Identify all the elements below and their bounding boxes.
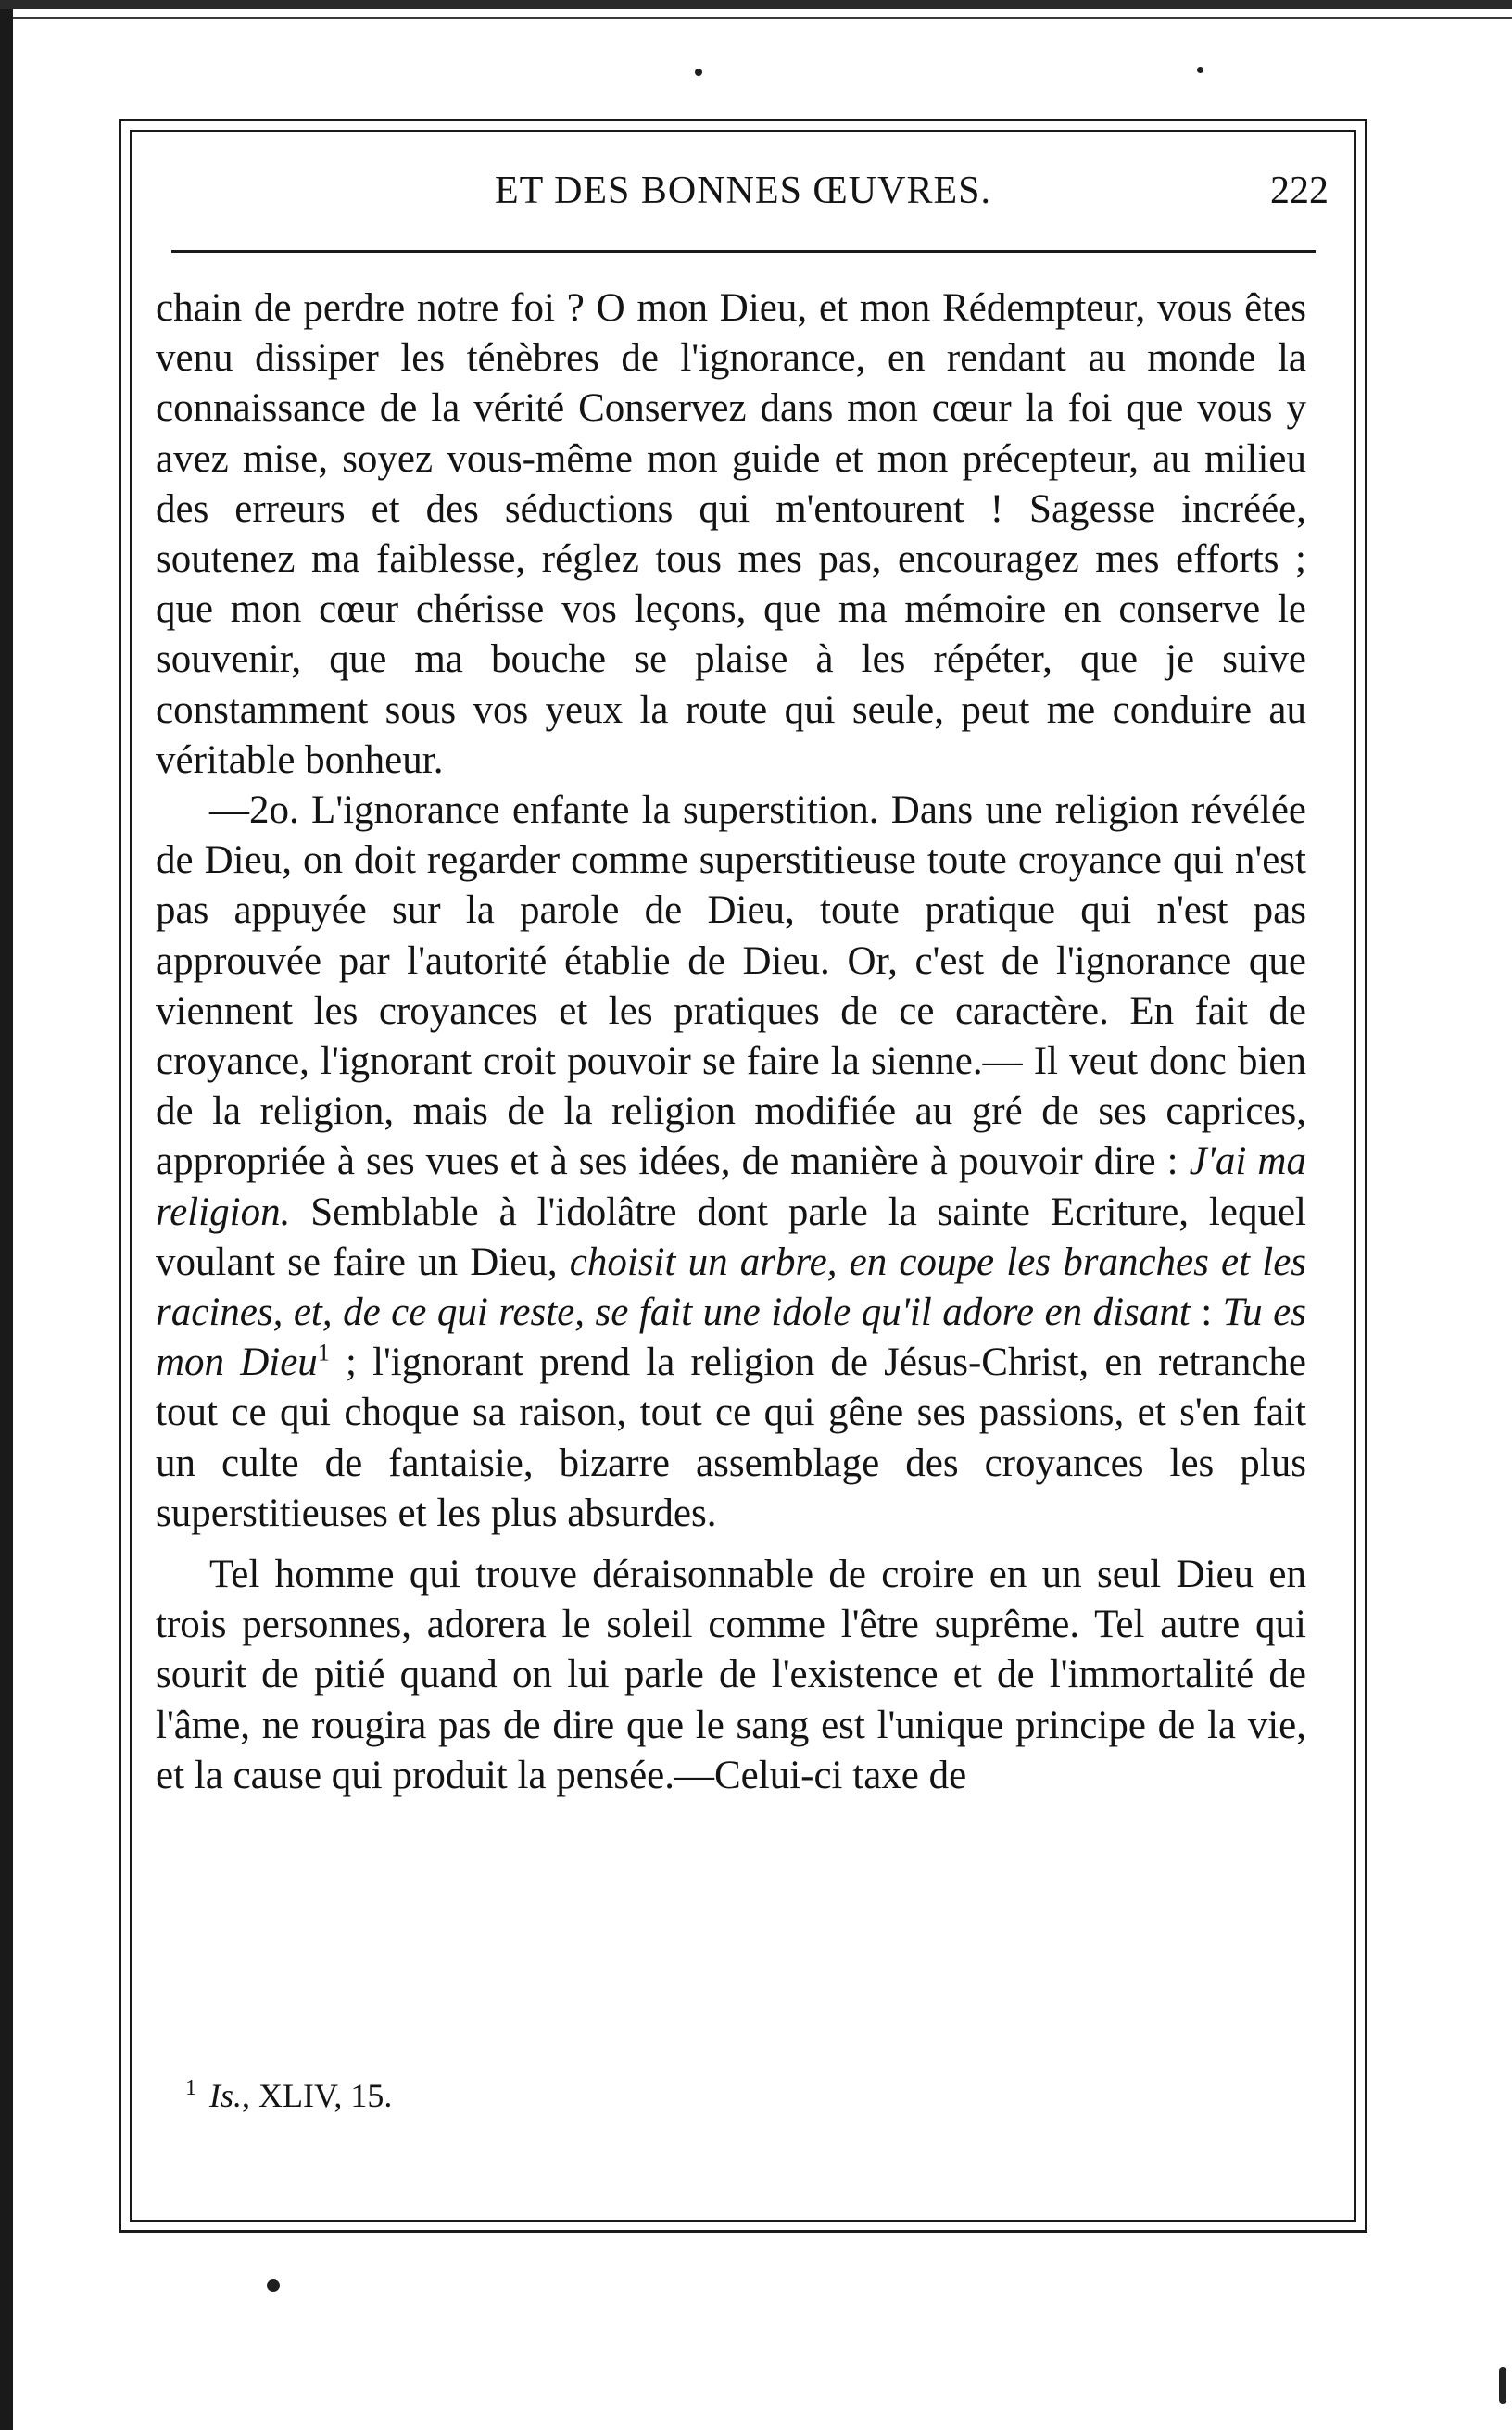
- footnote: [185, 2073, 392, 2118]
- scan-dot-top: [695, 69, 702, 76]
- page-number: 222: [1270, 170, 1329, 212]
- body-text: [156, 283, 1306, 1801]
- paragraph: [156, 283, 1306, 786]
- footnote-ref-marker: 1: [317, 1339, 330, 1366]
- running-header: [158, 165, 1329, 220]
- italic-text: choisit un arbre, en coupe les branches et les racines, et, de ce qui reste, se fait une idole qu'il adore en disant: [156, 1240, 1307, 1335]
- paragraph: [156, 786, 1306, 1539]
- italic-text: Tu es mon Dieu: [156, 1291, 1306, 1385]
- text-segment: :: [1190, 1291, 1223, 1335]
- text-segment: ; l'ignorant prend la religion de Jésus-Christ, en retranche tout ce qui choque sa raison, tout ce qui gêne ses passions, et s'en fait un culte de fantaisie, bizarre assemblage des croyances les plus superstitieuses et les plus absurdes.: [156, 1341, 1306, 1535]
- footnote-marker: 1: [185, 2076, 196, 2100]
- text-segment: —2o. L'ignorance enfante la superstition. Dans une religion révélée de Dieu, on doit regarder comme superstitieuse toute croyance qui n'est pas appuyée sur la parole de Dieu, toute pratique qui n'est pas approuvée par l'autorité établie de Dieu. Or, c'est de l'ignorance que viennent les croyances et les pratiques de ce caractère. En fait de croyance, l'ignorant croit pouvoir se faire la sienne.— Il veut donc bien de la religion, mais de la religion modifiée au gré de ses caprices, appropriée à ses vues et à ses idées, de manière à pouvoir dire :: [156, 788, 1306, 1184]
- italic-text: J'ai ma religion.: [156, 1139, 1306, 1234]
- scan-line-top: [13, 17, 1512, 19]
- scan-mark-right: [1499, 2367, 1506, 2404]
- text-segment: Semblable à l'idolâtre dont parle la sainte Ecriture, lequel voulant se faire un Dieu,: [156, 1190, 1306, 1284]
- running-title: ET DES BONNES ŒUVRES.: [495, 170, 991, 212]
- footnote-ref: Is.: [209, 2077, 242, 2114]
- text-segment: Tel homme qui trouve déraisonnable de croire en un seul Dieu en trois personnes, adorera le soleil comme l'être suprême. Tel autre qui sourit de pitié quand on lui parle de l'existence et de l'immortalité de l'âme, ne rougira pas de dire que le sang est l'unique principe de la vie, et la cause qui produit la pensée.—Celui-ci taxe de: [156, 1553, 1306, 1797]
- footnote-text: , XLIV, 15.: [242, 2077, 393, 2114]
- scan-dot-top-right: [1197, 67, 1203, 73]
- text-segment: chain de perdre notre foi ? O mon Dieu, et mon Rédempteur, vous êtes venu dissiper les ténèbres de l'ignorance, en rendant au monde la connaissance de la vérité Conservez dans mon cœur la foi que vous y avez mise, soyez vous-même mon guide et mon précepteur, au milieu des erreurs et des séductions qui m'entourent ! Sagesse incréée, soutenez ma faiblesse, réglez tous mes pas, encouragez mes efforts ; que mon cœur chérisse vos leçons, que ma mémoire en conserve le souvenir, que ma bouche se plaise à les répéter, que je suive constamment sous vos yeux la route qui seule, peut me conduire au véritable bonheur.: [156, 286, 1306, 782]
- scan-edge-left: [0, 0, 13, 2430]
- header-rule: [171, 250, 1316, 253]
- scan-edge-top: [0, 0, 1512, 9]
- scan-dot-bottom: [267, 2279, 280, 2292]
- paragraph: [156, 1550, 1306, 1801]
